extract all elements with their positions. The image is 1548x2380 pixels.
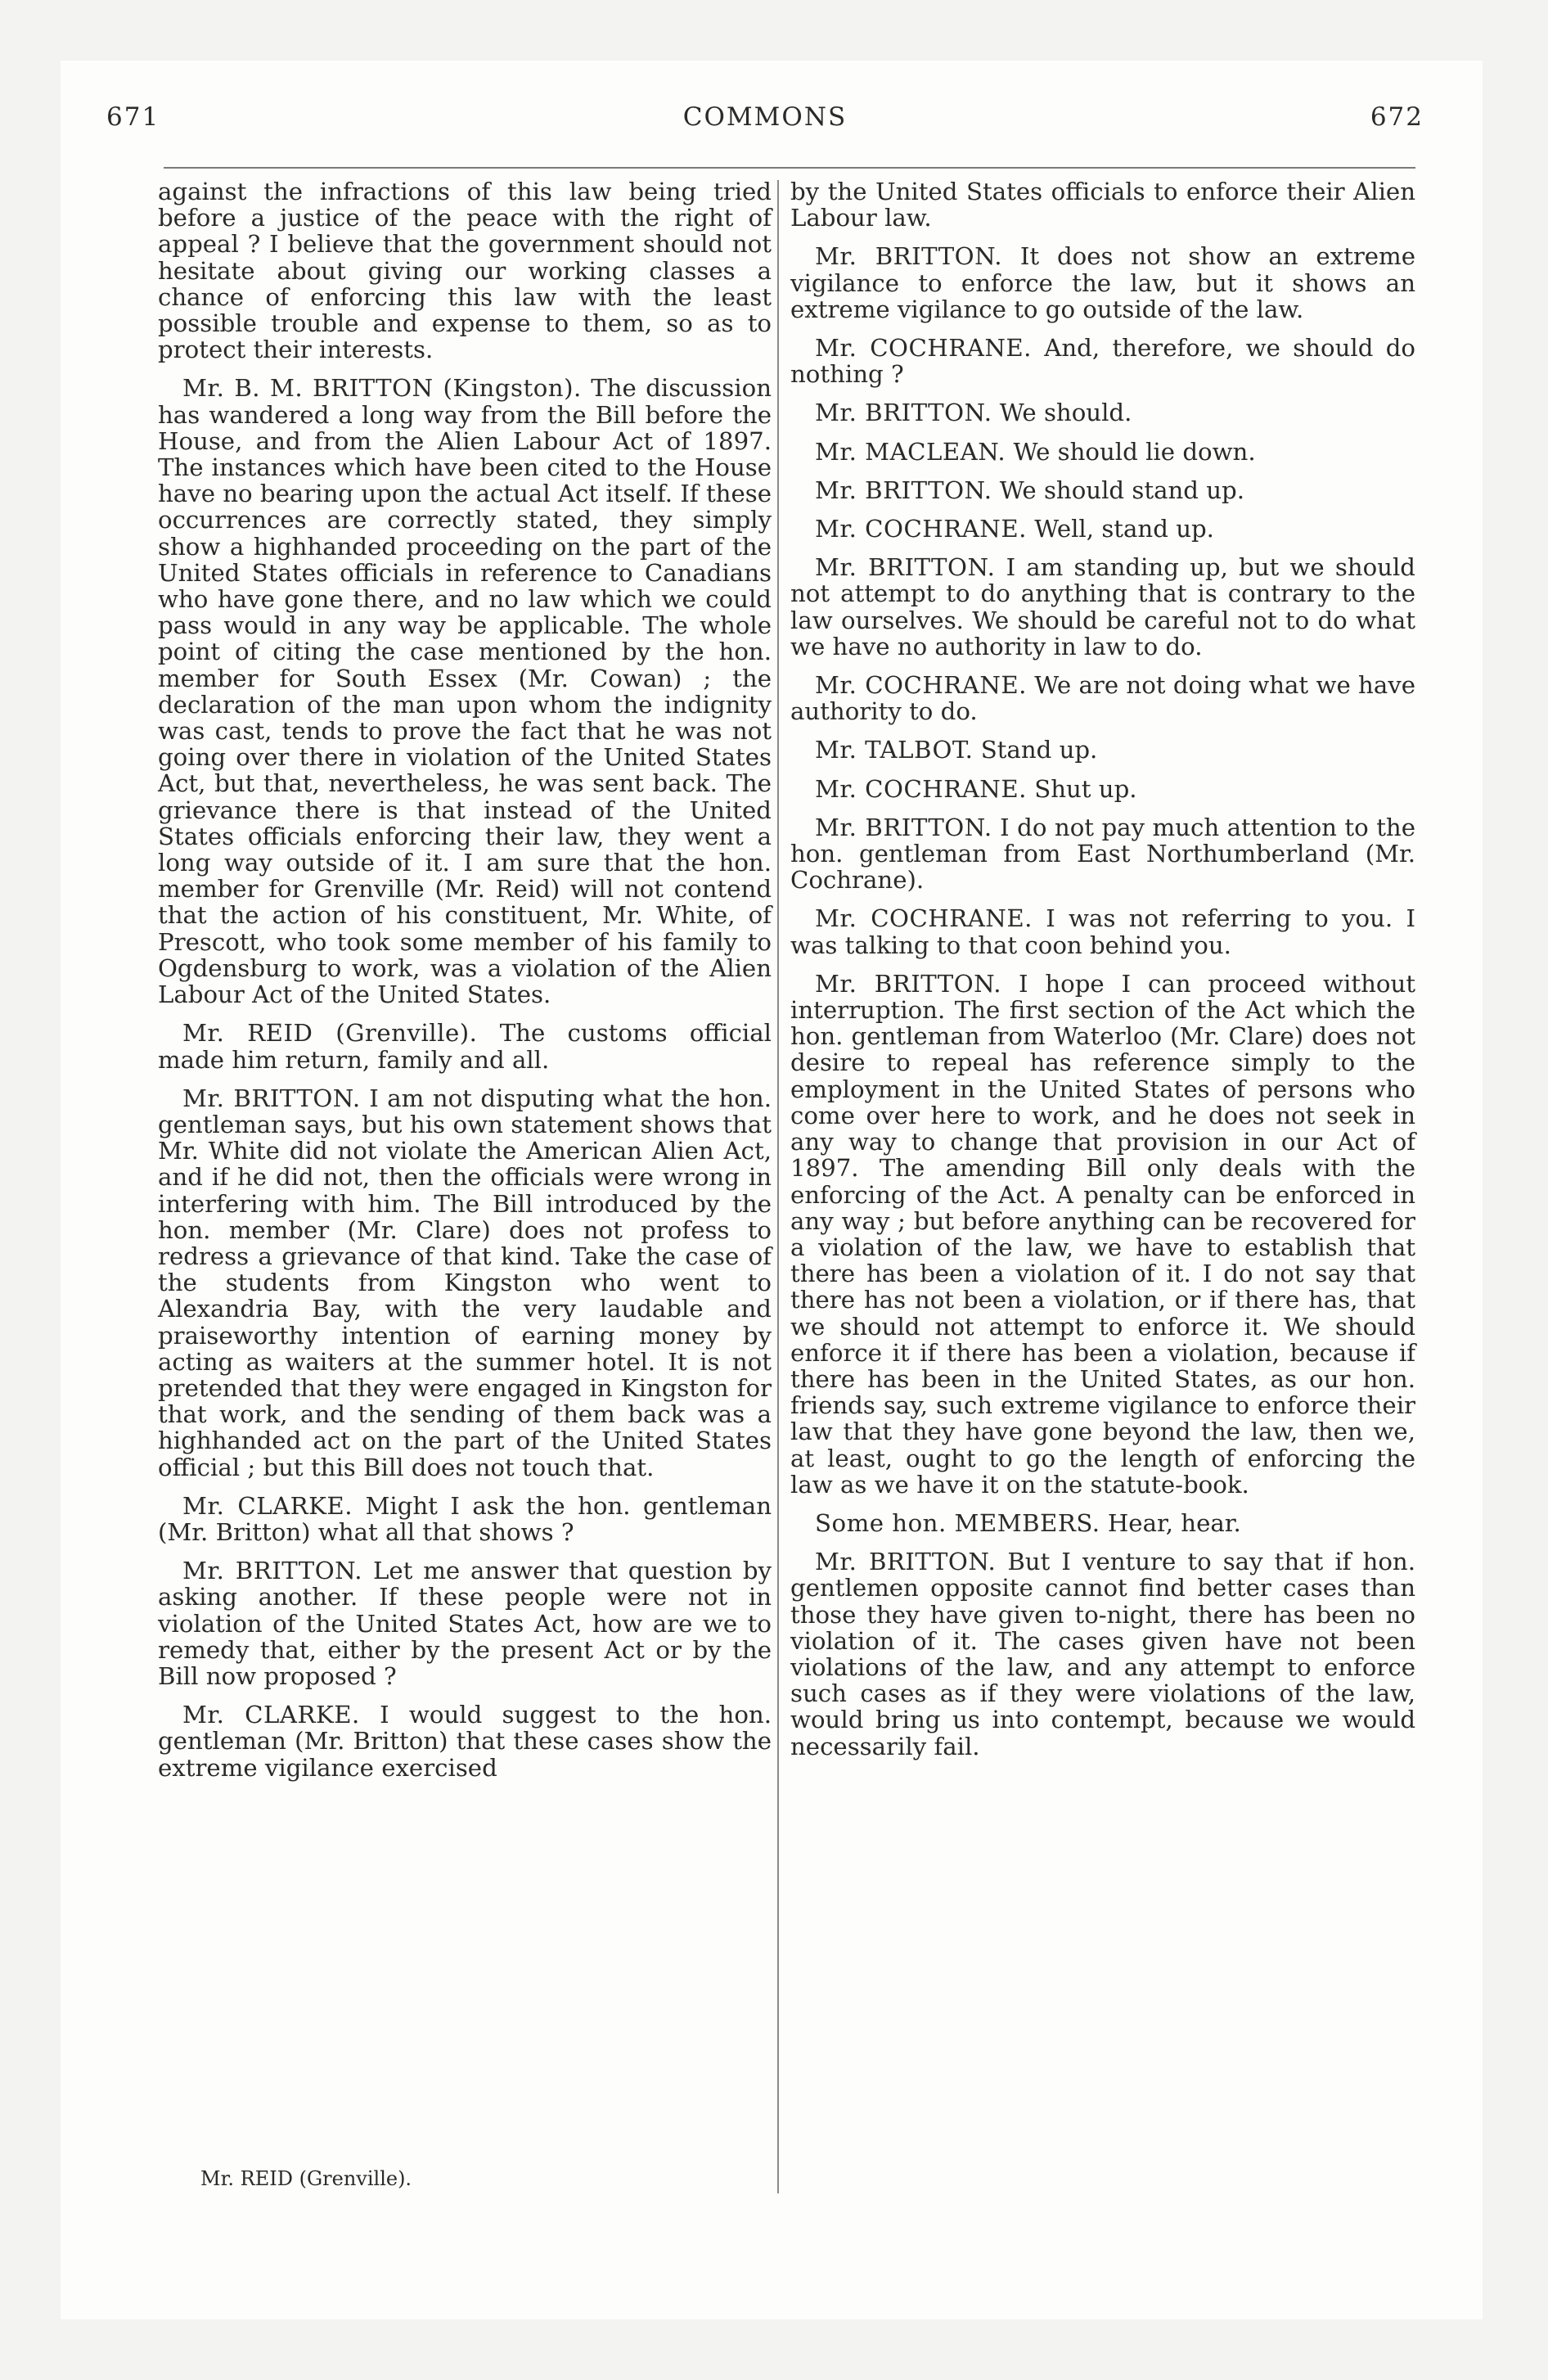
right-column xyxy=(790,178,1415,1772)
speaker-name: Mr. TALBOT. xyxy=(815,736,974,764)
speech-paragraph xyxy=(790,554,1415,660)
speech-text: Hear, hear. xyxy=(1107,1508,1241,1537)
speech-text: I was not referring to you. I was talking to that coon behind you. xyxy=(790,904,1415,959)
speaker-name: Mr. BRITTON. xyxy=(815,553,996,582)
speaker-name: Mr. COCHRANE. xyxy=(815,515,1027,543)
speech-paragraph xyxy=(790,439,1415,465)
speech-text: I hope I can proceed without interruption. The first section of the Act which the hon. gentleman from Waterloo (Mr. Clare) does not desire to repeal has reference simply to the employment in the United States of persons who come over here to work, and he does not seek in any way to change that provision in our Act of 1897. The amending Bill only deals with the enforcing of the Act. A penalty can be enforced in any way ; but before anything can be recovered for a violation of the law, we have to establish that there has been a violation of it. I do not say that there has not been a violation, or if there has, that we should not attempt to enforce it. We should enforce it if there has been a violation, because if there has been in the United States, as our hon. friends say, such extreme vigilance to enforce their law that they have gone beyond the law, then we, at least, ought to go the length of enforcing the law as we have it on the statute-book. xyxy=(790,969,1415,1499)
speech-text: We should lie down. xyxy=(1013,437,1256,466)
speaker-name: Mr. REID (Grenville). xyxy=(182,1019,478,1048)
speech-paragraph xyxy=(158,1557,772,1689)
speech-paragraph xyxy=(158,1085,772,1481)
speech-text: We should. xyxy=(999,399,1132,427)
speech-paragraph xyxy=(790,1548,1415,1760)
speech-paragraph xyxy=(158,1020,772,1072)
speech-paragraph xyxy=(790,477,1415,503)
paragraph-text: by the United States officials to enforce their Alien Labour law. xyxy=(790,178,1415,232)
speech-text: We should stand up. xyxy=(999,476,1245,504)
speech-paragraph xyxy=(790,737,1415,763)
speaker-name: Mr. BRITTON. xyxy=(815,969,1002,998)
running-title: COMMONS xyxy=(682,102,848,132)
left-column xyxy=(158,178,772,1793)
speech-text: I am not disputing what the hon. gentleman says, but his own statement shows that Mr. White did not violate the American Alien Act, and if he did not, then the officials were wrong in interfering with him. The Bill introduced by the hon. member (Mr. Clare) does not profess to redress a grievance of that kind. Take the case of the students from Kingston who went to Alexandria Bay, with the very laudable and praiseworthy intention of earning money by acting as waiters at the summer hotel. It is not pretended that they were engaged in Kingston for that work, and the sending of them back was a highhanded act on the part of the United States official ; but this Bill does not touch that. xyxy=(158,1084,772,1481)
column-divider xyxy=(777,180,779,2193)
speech-text: Let me answer that question by asking another. If these people were not in violation of the United States Act, how are we to remedy that, either by the present Act or by the Bill now proposed ? xyxy=(158,1557,772,1690)
speaker-name: Mr. BRITTON. xyxy=(182,1084,361,1112)
speech-text: Shut up. xyxy=(1034,774,1137,803)
speaker-name: Mr. COCHRANE. xyxy=(815,904,1033,933)
speaker-name: Mr. CLARKE. xyxy=(182,1491,353,1520)
catchword: Mr. REID (Grenville). xyxy=(200,2167,412,2190)
speech-paragraph xyxy=(790,516,1415,542)
speech-paragraph xyxy=(158,1702,772,1781)
speech-text: The discussion has wandered a long way from the Bill before the House, and from the Alien Labour Act of 1897. The instances which have been cited to the House have no bearing upon the actual Act itself. If these occurrences are correctly stated, they simply show a highhanded proceeding on the part of the United States officials in reference to Canadians who have gone there, and no law which we could pass would in any way be applicable. The whole point of citing the case mentioned by the hon. member for South Essex (Mr. Cowan) ; the declaration of the man upon whom the indignity was cast, tends to prove the fact that he was not going over there in violation of the United States Act, but that, nevertheless, he was sent back. The grievance there is that instead of the United States officials enforcing their law, they went a long way outside of it. I am sure that the hon. member for Grenville (Mr. Reid) will not contend that the action of his constituent, Mr. White, of Prescott, who took some member of his family to Ogdensburg to work, was a violation of the Alien Labour Act of the United States. xyxy=(158,374,772,1009)
paragraph xyxy=(790,178,1415,231)
speech-paragraph xyxy=(790,672,1415,724)
speaker-name: Mr. B. M. BRITTON (Kingston). xyxy=(182,374,582,403)
speech-paragraph xyxy=(790,971,1415,1498)
speaker-name: Some hon. MEMBERS. xyxy=(815,1508,1100,1537)
speech-text: It does not show an extreme vigilance to enforce the law, but it shows an extreme vigilance to go outside of the law. xyxy=(790,242,1416,323)
speech-paragraph xyxy=(790,335,1415,387)
speech-text: I am standing up, but we should not attempt to do anything that is contrary to the law ourselves. We should be careful not to do what we have no authority in law to do. xyxy=(790,553,1415,660)
speech-paragraph xyxy=(790,243,1415,322)
speaker-name: Mr. BRITTON. xyxy=(182,1557,363,1585)
page-header xyxy=(106,102,1424,143)
speaker-name: Mr. BRITTON. xyxy=(815,813,992,841)
speaker-name: Mr. COCHRANE. xyxy=(815,774,1027,803)
speaker-name: Mr. BRITTON. xyxy=(815,476,992,504)
speaker-name: Mr. COCHRANE. xyxy=(815,334,1032,363)
speech-paragraph xyxy=(790,905,1415,958)
speech-text: We are not doing what we have authority to do. xyxy=(790,671,1415,726)
speech-text: But I venture to say that if hon. gentlemen opposite cannot find better cases than those they have given to-night, there has been no violation of it. The cases given have not been violations of the law, and any attempt to enforce such cases as if they were violations of the law, would bring us into contempt, because we would necessarily fail. xyxy=(790,1548,1415,1760)
speech-text: I do not pay much attention to the hon. gentleman from East Northumberland (Mr. Cochrane). xyxy=(790,813,1416,895)
speaker-name: Mr. COCHRANE. xyxy=(815,671,1027,700)
right-page-number: 672 xyxy=(1370,102,1424,132)
speaker-name: Mr. CLARKE. xyxy=(182,1701,360,1729)
speech-text: And, therefore, we should do nothing ? xyxy=(790,334,1415,389)
speaker-name: Mr. BRITTON. xyxy=(815,1548,997,1576)
speaker-name: Mr. MACLEAN. xyxy=(815,437,1006,466)
speech-text: Stand up. xyxy=(980,736,1098,764)
speech-paragraph xyxy=(790,814,1415,894)
speech-text: I would suggest to the hon. gentleman (Mr. Britton) that these cases show the extreme vigilance exercised xyxy=(158,1701,772,1782)
speech-text: Might I ask the hon. gentleman (Mr. Britton) what all that shows ? xyxy=(158,1491,772,1546)
speech-paragraph xyxy=(158,375,772,1007)
speech-paragraph xyxy=(790,1510,1415,1536)
paragraph xyxy=(158,178,772,363)
speaker-name: Mr. BRITTON. xyxy=(815,242,1003,271)
paragraph-text: against the infractions of this law being tried before a justice of the peace with the right of appeal ? I believe that the government should not hesitate about giving our working classes a chance of enforcing this law with the least possible trouble and expense to them, so as to protect their interests. xyxy=(158,178,772,364)
left-page-number: 671 xyxy=(106,102,160,132)
header-rule xyxy=(164,167,1415,169)
speech-paragraph xyxy=(790,399,1415,426)
speech-text: The customs official made him return, family and all. xyxy=(158,1019,772,1074)
speaker-name: Mr. BRITTON. xyxy=(815,399,992,427)
speech-text: Well, stand up. xyxy=(1034,515,1214,543)
speech-paragraph xyxy=(790,776,1415,802)
speech-paragraph xyxy=(158,1493,772,1545)
